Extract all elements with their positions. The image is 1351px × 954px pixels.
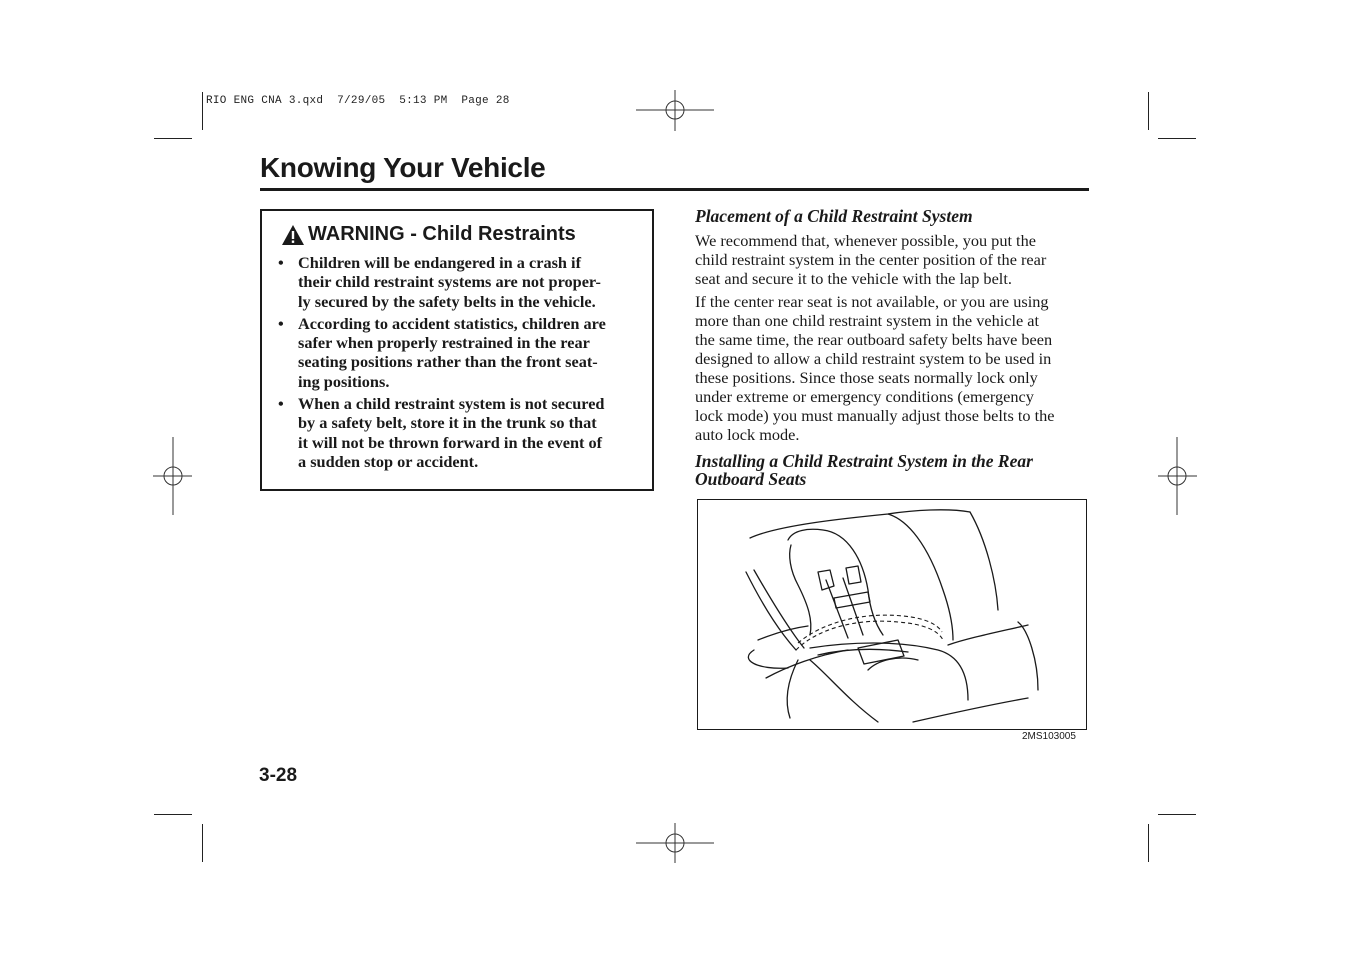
paragraph-line: more than one child restraint system in the vehicle at bbox=[695, 311, 1040, 330]
print-slug: RIO ENG CNA 3.qxd 7/29/05 5:13 PM Page 28 bbox=[206, 95, 510, 107]
heading-line: Outboard Seats bbox=[695, 469, 807, 489]
child-seat-illustration bbox=[697, 499, 1087, 730]
section-heading-placement: Placement of a Child Restraint System bbox=[695, 206, 973, 226]
page-title: Knowing Your Vehicle bbox=[260, 152, 546, 183]
paragraph-line: auto lock mode. bbox=[695, 425, 800, 444]
section-heading-installing bbox=[695, 452, 1090, 488]
paragraph-line: If the center rear seat is not available, or you are using bbox=[695, 292, 1049, 311]
warning-heading bbox=[281, 223, 576, 246]
paragraph-line: designed to allow a child restraint system to be used in bbox=[695, 349, 1052, 368]
warning-line: ing positions. bbox=[298, 371, 390, 391]
paragraph-line: lock mode) you must manually adjust those belts to the bbox=[695, 406, 1055, 425]
title-rule bbox=[260, 188, 1089, 191]
warning-item bbox=[277, 314, 642, 391]
warning-line: a sudden stop or accident. bbox=[298, 451, 479, 471]
warning-line: According to accident statistics, children are bbox=[298, 313, 606, 333]
warning-line: safer when properly restrained in the rear bbox=[298, 333, 590, 353]
paragraph-line: under extreme or emergency conditions (emergency bbox=[695, 387, 1034, 406]
warning-triangle-icon bbox=[281, 224, 305, 246]
paragraph-line: the same time, the rear outboard safety belts have been bbox=[695, 330, 1053, 349]
paragraph-line: child restraint system in the center position of the rear bbox=[695, 250, 1047, 269]
bullet: • bbox=[278, 253, 284, 272]
warning-list bbox=[277, 253, 642, 474]
heading-line: Installing a Child Restraint System in the Rear bbox=[695, 451, 1033, 471]
page-number: 3-28 bbox=[259, 765, 298, 786]
child-seat-drawing bbox=[698, 500, 1086, 729]
paragraph-line: seat and secure it to the vehicle with the lap belt. bbox=[695, 269, 1012, 288]
warning-box bbox=[260, 209, 654, 491]
bullet: • bbox=[278, 313, 284, 333]
warning-item bbox=[277, 394, 642, 471]
warning-line: it will not be thrown forward in the event of bbox=[298, 432, 603, 452]
warning-line: by a safety belt, store it in the trunk so that bbox=[298, 413, 597, 433]
warning-line: ly secured by the safety belts in the vehicle. bbox=[298, 291, 596, 311]
paragraph-center-seat bbox=[695, 292, 1090, 444]
figure-code: 2MS103005 bbox=[1022, 731, 1076, 742]
paragraph-recommend bbox=[695, 231, 1090, 288]
warning-line: seating positions rather than the front seat- bbox=[298, 352, 598, 372]
warning-line: When a child restraint system is not secured bbox=[298, 394, 605, 414]
paragraph-line: We recommend that, whenever possible, you put the bbox=[695, 231, 1036, 250]
warning-line: Children will be endangered in a crash if bbox=[298, 253, 581, 272]
warning-heading-text: WARNING - Child Restraints bbox=[308, 223, 576, 245]
warning-item bbox=[277, 253, 642, 311]
warning-line: their child restraint systems are not proper- bbox=[298, 272, 601, 292]
bullet: • bbox=[278, 394, 284, 414]
paragraph-line: these positions. Since those seats normally lock only bbox=[695, 368, 1038, 387]
